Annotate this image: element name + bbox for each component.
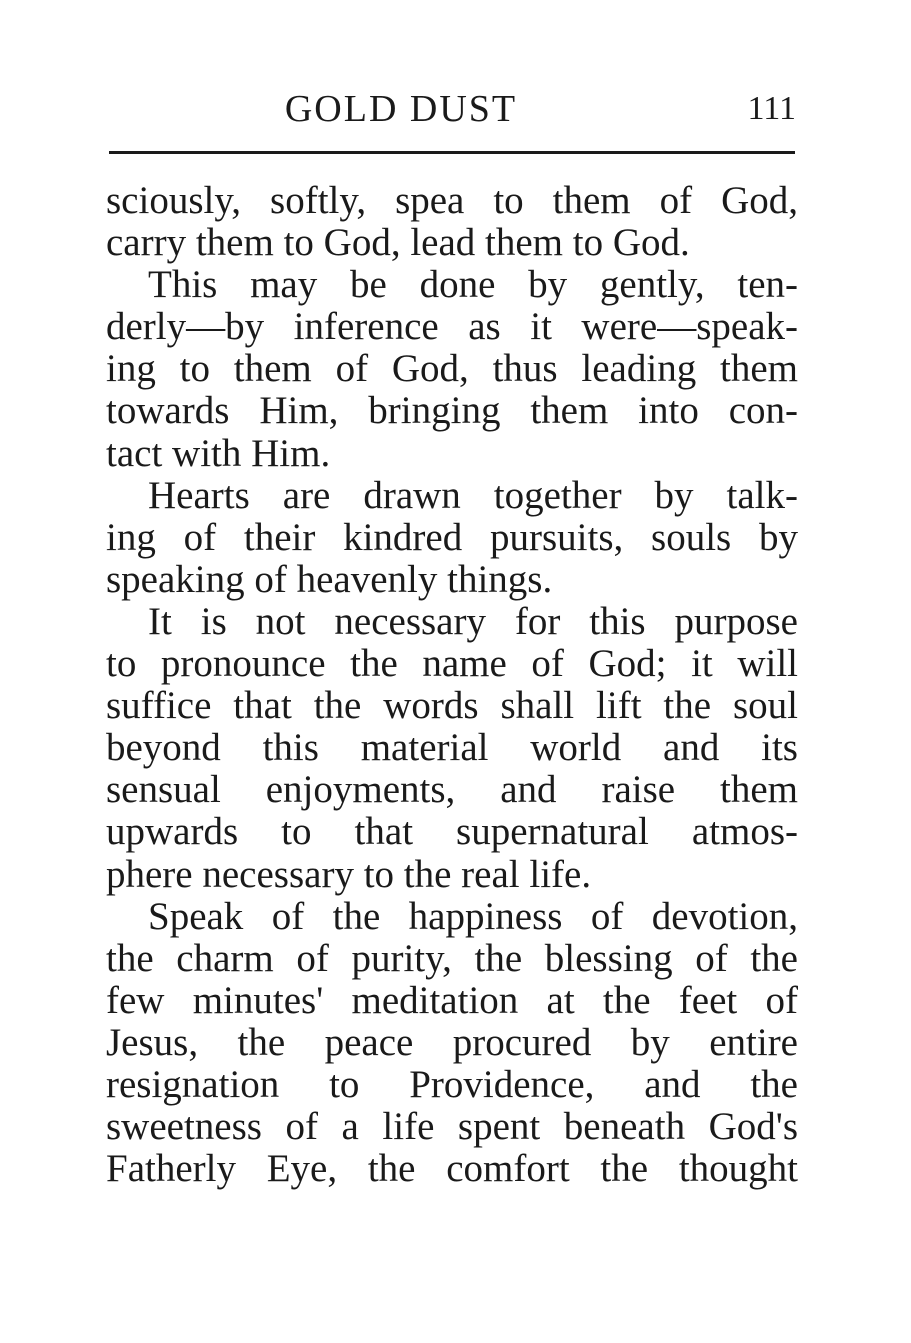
header-rule <box>109 151 795 154</box>
text-line: Hearts are drawn together by talk- <box>148 474 798 517</box>
text-line: Jesus, the peace procured by entire <box>106 1021 798 1064</box>
text-line: Fatherly Eye, the comfort the thought <box>106 1148 798 1191</box>
text-line: ing of their kindred pursuits, souls by <box>106 516 798 559</box>
text-line: ing to them of God, thus leading them <box>106 348 798 391</box>
text-line: upwards to that supernatural atmos- <box>106 811 798 854</box>
text-line: This may be done by gently, ten- <box>148 264 798 307</box>
page-number: 111 <box>747 90 796 127</box>
text-line: sweetness of a life spent beneath God's <box>106 1106 798 1149</box>
text-line: sciously, softly, spea to them of God, <box>106 180 798 222</box>
body-text <box>106 180 798 1190</box>
text-line: speaking of heavenly things. <box>106 558 553 601</box>
text-line: carry them to God, lead them to God. <box>106 222 690 265</box>
running-title: GOLD DUST <box>284 88 518 130</box>
text-line: suffice that the words shall lift the soul <box>106 685 798 728</box>
text-line: few minutes' meditation at the feet of <box>106 979 798 1022</box>
text-line: Speak of the happiness of devotion, <box>148 895 798 938</box>
text-line: It is not necessary for this purpose <box>148 600 798 643</box>
text-line: beyond this material world and its <box>106 727 798 770</box>
text-line: phere necessary to the real life. <box>106 853 592 896</box>
text-line: towards Him, bringing them into con- <box>106 390 798 433</box>
text-line: resignation to Providence, and the <box>106 1063 798 1106</box>
text-line: derly—by inference as it were—speak- <box>106 306 798 349</box>
running-head <box>106 84 796 134</box>
text-line: to pronounce the name of God; it will <box>106 643 798 686</box>
text-line: tact with Him. <box>106 432 331 475</box>
text-line: the charm of purity, the blessing of the <box>106 937 798 980</box>
text-line: sensual enjoyments, and raise them <box>106 769 798 812</box>
